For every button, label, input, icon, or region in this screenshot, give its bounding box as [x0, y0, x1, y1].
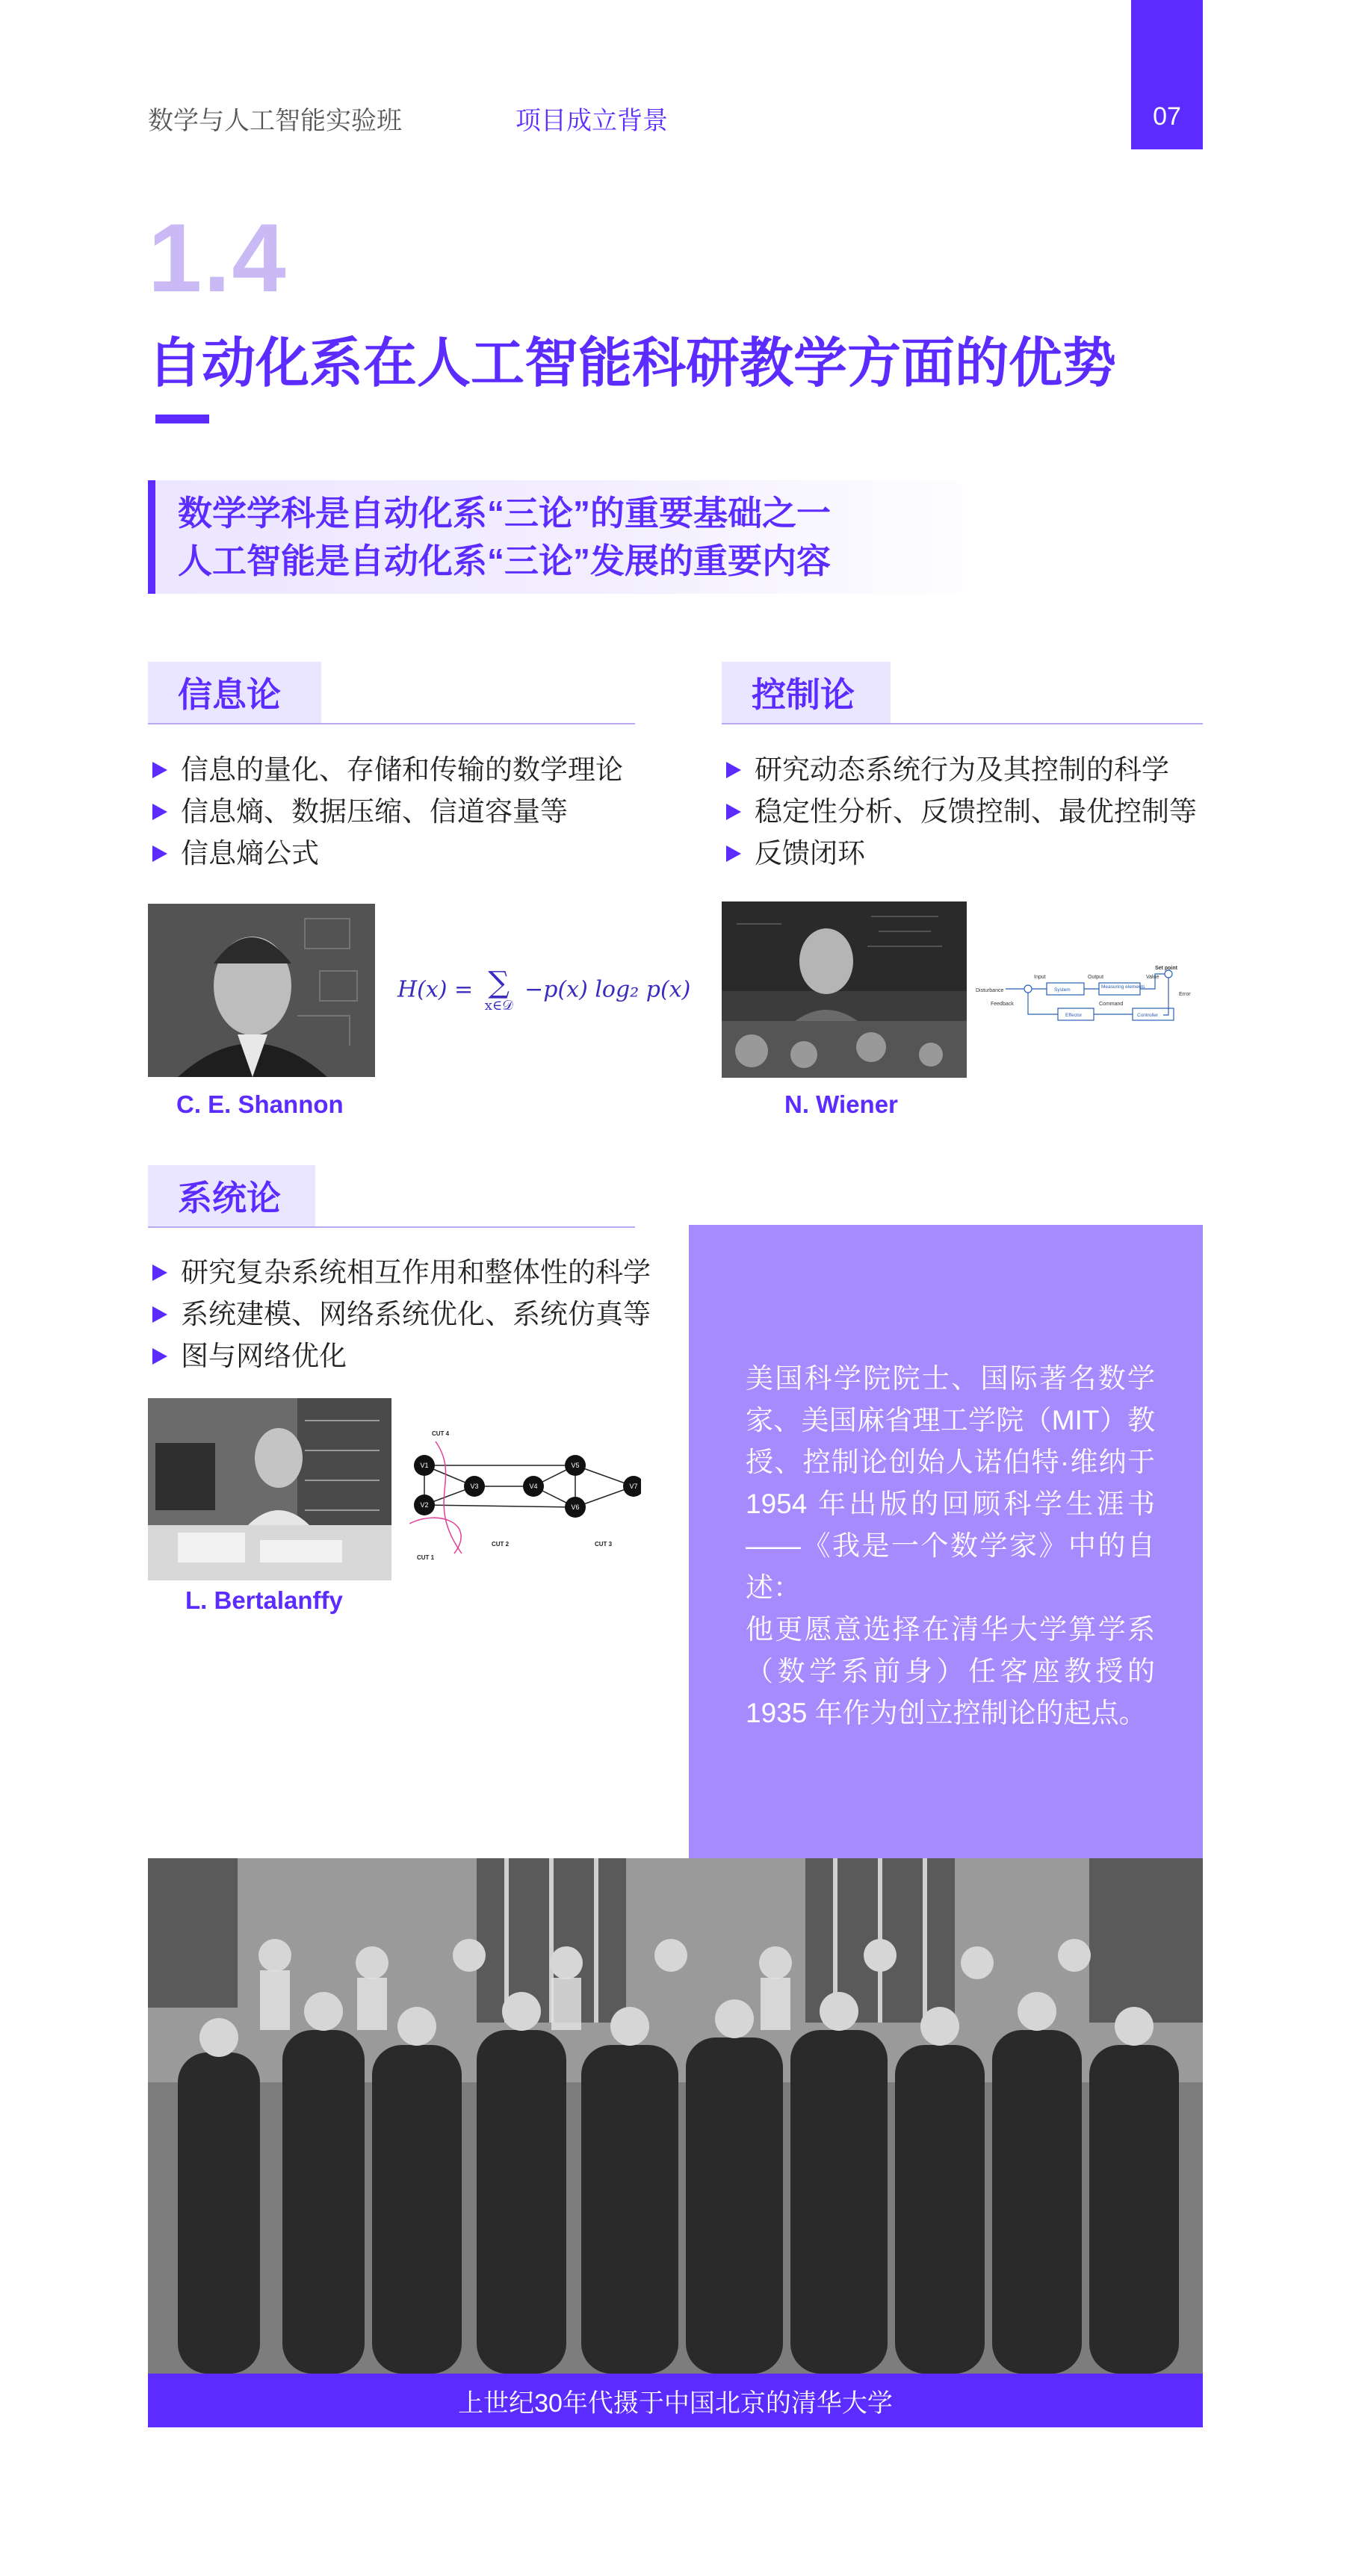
feedback-loop-diagram	[976, 963, 1200, 1023]
bertalanffy-photo	[148, 1398, 391, 1580]
page-number: 07	[1153, 102, 1181, 131]
list-item: 反馈闭环	[722, 833, 1197, 875]
diagram-label: Disturbance	[976, 988, 1004, 993]
list-item: 研究复杂系统相互作用和整体性的科学	[148, 1252, 651, 1294]
control-theory-section	[722, 662, 1203, 724]
group-photo-caption: 上世纪30年代摄于中国北京的清华大学	[148, 2374, 1203, 2427]
systems-theory-bullets	[148, 1252, 651, 1377]
wiener-caption: N. Wiener	[784, 1090, 898, 1118]
diagram-label: Command	[1099, 1002, 1124, 1007]
banner-line-1: 数学学科是自动化系“三论”的重要基础之一	[178, 494, 831, 533]
control-theory-tag: 控制论	[722, 662, 891, 723]
graph-node-label: V6	[571, 1503, 580, 1511]
info-theory-divider	[148, 723, 635, 724]
graph-node-label: V4	[529, 1483, 538, 1490]
network-graph-diagram	[409, 1427, 641, 1561]
graph-node-label: V3	[470, 1483, 479, 1490]
graph-node-label: V5	[571, 1462, 580, 1469]
formula-sum-sign: ∑	[488, 966, 510, 1000]
list-item: 信息熵、数据压缩、信道容量等	[148, 791, 623, 833]
formula-sum-subscript: x∈𝒟	[484, 998, 513, 1014]
info-theory-section	[148, 662, 635, 724]
info-theory-tag: 信息论	[148, 662, 321, 723]
section-title: 自动化系在人工智能科研教学方面的优势	[148, 334, 1117, 394]
info-theory-bullets	[148, 749, 623, 875]
graph-node-label: V7	[629, 1483, 638, 1490]
page-number-tab	[1131, 0, 1203, 149]
list-item: 稳定性分析、反馈控制、最优控制等	[722, 791, 1197, 833]
banner-line-2: 人工智能是自动化系“三论”发展的重要内容	[178, 541, 831, 580]
header-program-name: 数学与人工智能实验班	[148, 107, 402, 135]
diagram-label: Set point	[1155, 966, 1177, 971]
formula-lhs: H(x) =	[397, 976, 474, 1003]
list-item: 研究动态系统行为及其控制的科学	[722, 749, 1197, 791]
entropy-formula	[397, 968, 690, 1014]
wiener-photo	[722, 901, 967, 1078]
systems-theory-section	[148, 1165, 635, 1228]
diagram-label: Output	[1088, 975, 1104, 980]
list-item: 信息的量化、存储和传输的数学理论	[148, 749, 623, 791]
graph-node-label: V2	[420, 1501, 429, 1509]
diagram-label: Value	[1146, 975, 1159, 980]
control-theory-bullets	[722, 749, 1197, 875]
systems-theory-tag: 系统论	[148, 1165, 315, 1226]
quote-paragraph-1: 美国科学院院士、国际著名数学家、美国麻省理工学院（MIT）教授、控制论创始人诺伯特·维纳于1954 年出版的回顾科学生涯书——《我是一个数学家》中的自述：	[746, 1363, 1155, 1603]
systems-theory-divider	[148, 1226, 635, 1228]
diagram-label: System	[1054, 987, 1071, 993]
header-section-label: 项目成立背景	[515, 107, 668, 135]
formula-rhs: −p(x) log₂ p(x)	[524, 976, 691, 1003]
section-number: 1.4	[148, 203, 288, 312]
control-theory-divider	[722, 723, 1203, 724]
graph-cut-label: CUT 3	[595, 1541, 613, 1548]
graph-cut-label: CUT 2	[492, 1541, 510, 1548]
graph-cut-label: CUT 4	[432, 1430, 450, 1437]
bertalanffy-caption: L. Bertalanffy	[185, 1586, 343, 1614]
diagram-label: Feedback	[991, 1002, 1014, 1007]
list-item: 图与网络优化	[148, 1335, 651, 1377]
diagram-label: Measuring elements	[1101, 984, 1145, 990]
quote-paragraph-2: 他更愿意选择在清华大学算学系（数学系前身）任客座教授的 1935 年作为创立控制论的起点。	[746, 1614, 1155, 1728]
diagram-label: Effector	[1065, 1013, 1083, 1018]
shannon-caption: C. E. Shannon	[176, 1090, 344, 1118]
diagram-label: Controller	[1137, 1013, 1159, 1018]
list-item: 系统建模、网络系统优化、系统仿真等	[148, 1294, 651, 1335]
diagram-label: Input	[1034, 975, 1046, 980]
list-item: 信息熵公式	[148, 833, 623, 875]
graph-cut-label: CUT 1	[417, 1554, 435, 1561]
wiener-quote-box	[689, 1225, 1203, 1860]
graph-node-label: V1	[420, 1462, 429, 1469]
tsinghua-group-photo	[148, 1858, 1203, 2374]
title-underline	[155, 415, 209, 423]
shannon-photo	[148, 904, 375, 1077]
diagram-label: Error	[1179, 992, 1191, 997]
highlight-banner	[148, 480, 1007, 594]
